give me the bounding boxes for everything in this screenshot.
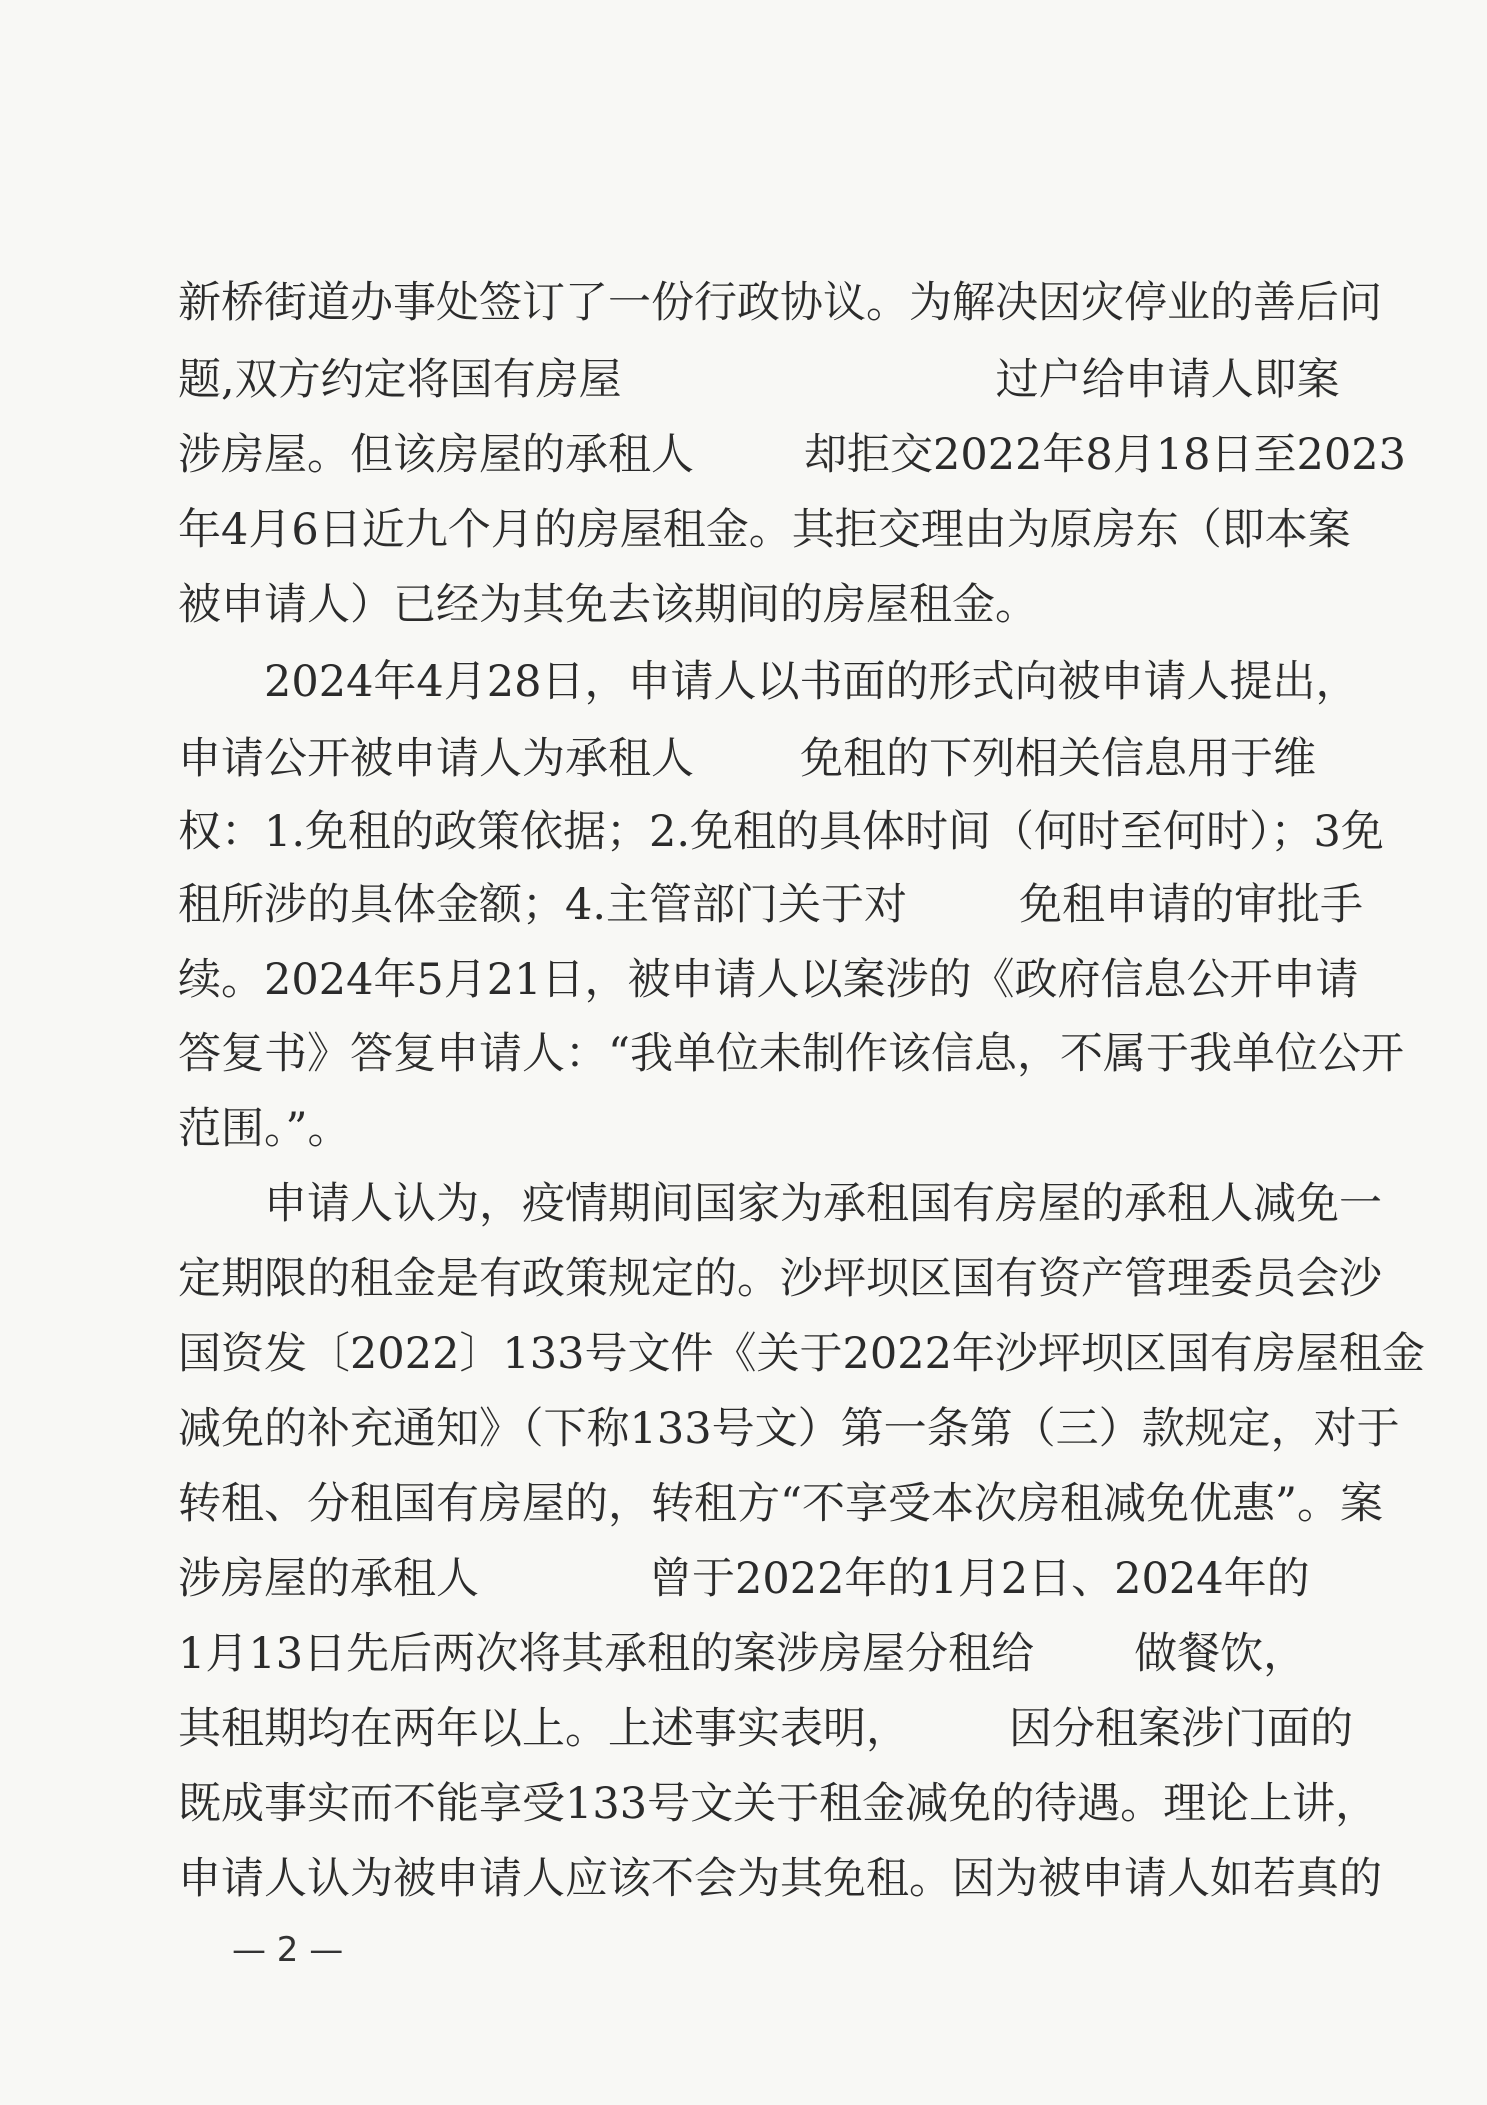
- body-line-16: 减免的补充通知》（下称133号文）第一条第（三）款规定，对于: [178, 1404, 1400, 1454]
- body-line-6: 2024年4月28日，申请人以书面的形式向被申请人提出，: [264, 657, 1359, 707]
- page-number: — 2 —: [232, 1930, 344, 1970]
- body-line-18-part-2: 曾于2022年的1月2日、2024年的: [649, 1554, 1310, 1604]
- body-line-2: [178, 345, 1340, 415]
- body-line-9: [178, 870, 1364, 940]
- body-line-14: 定期限的租金是有政策规定的。沙坪坝区国有资产管理委员会沙: [178, 1254, 1382, 1304]
- body-line-3: [178, 420, 1406, 490]
- body-line-5: 被申请人）已经为其免去该期间的房屋租金。: [178, 580, 1038, 630]
- body-line-19-part-1: 1月13日先后两次将其承租的案涉房屋分租给: [178, 1629, 1035, 1679]
- redaction-gap: [622, 393, 996, 394]
- body-line-9-part-2: 免租申请的审批手: [1019, 880, 1364, 930]
- body-line-15: 国资发〔2022〕133号文件《关于2022年沙坪坝区国有房屋租金: [178, 1329, 1425, 1379]
- redaction-gap: [694, 468, 804, 469]
- body-line-18: [178, 1544, 1310, 1614]
- body-line-17: 转租、分租国有房屋的，转租方“不享受本次房租减免优惠”。案: [178, 1479, 1383, 1529]
- body-line-3-part-2: 却拒交2022年8月18日至2023: [804, 430, 1406, 480]
- body-line-21: 既成事实而不能享受133号文关于租金减免的待遇。理论上讲，: [178, 1779, 1379, 1829]
- body-line-8: 权：1.免租的政策依据；2.免租的具体时间（何时至何时）；3免: [178, 807, 1384, 857]
- body-line-7-part-1: 申请公开被申请人为承租人: [178, 734, 694, 784]
- redaction-gap: [1034, 1667, 1134, 1668]
- body-line-20-part-2: 因分租案涉门面的: [1009, 1704, 1353, 1754]
- body-line-1: 新桥街道办事处签订了一份行政协议。为解决因灾停业的善后问: [178, 278, 1382, 328]
- body-line-9-part-1: 租所涉的具体金额；4.主管部门关于对: [178, 880, 908, 930]
- redaction-gap: [479, 1592, 649, 1593]
- body-line-18-part-1: 涉房屋的承租人: [178, 1554, 479, 1604]
- body-line-20: [178, 1694, 1353, 1764]
- body-line-2-part-1: 题,双方约定将国有房屋: [178, 355, 622, 405]
- body-line-7-part-2: 免租的下列相关信息用于维: [800, 734, 1316, 784]
- body-line-20-part-1: 其租期均在两年以上。上述事实表明，: [178, 1704, 909, 1754]
- redaction-gap: [909, 1742, 1009, 1743]
- body-line-13: 申请人认为，疫情期间国家为承租国有房屋的承租人减免一: [264, 1179, 1382, 1229]
- redaction-gap: [694, 772, 800, 773]
- body-line-7: [178, 724, 1316, 794]
- body-line-10: 续。2024年5月21日，被申请人以案涉的《政府信息公开申请: [178, 955, 1359, 1005]
- body-line-2-part-2: 过户给申请人即案: [995, 355, 1340, 405]
- body-line-22: 申请人认为被申请人应该不会为其免租。因为被申请人如若真的: [178, 1854, 1382, 1904]
- body-line-4: 年4月6日近九个月的房屋租金。其拒交理由为原房东（即本案: [178, 505, 1351, 555]
- body-line-11: 答复书》答复申请人：“我单位未制作该信息，不属于我单位公开: [178, 1029, 1404, 1079]
- body-line-12: 范围。”。: [178, 1104, 351, 1154]
- redaction-gap: [907, 918, 1019, 919]
- body-line-19: [178, 1619, 1307, 1689]
- body-line-19-part-2: 做餐饮，: [1134, 1629, 1307, 1679]
- body-line-3-part-1: 涉房屋。但该房屋的承租人: [178, 430, 694, 480]
